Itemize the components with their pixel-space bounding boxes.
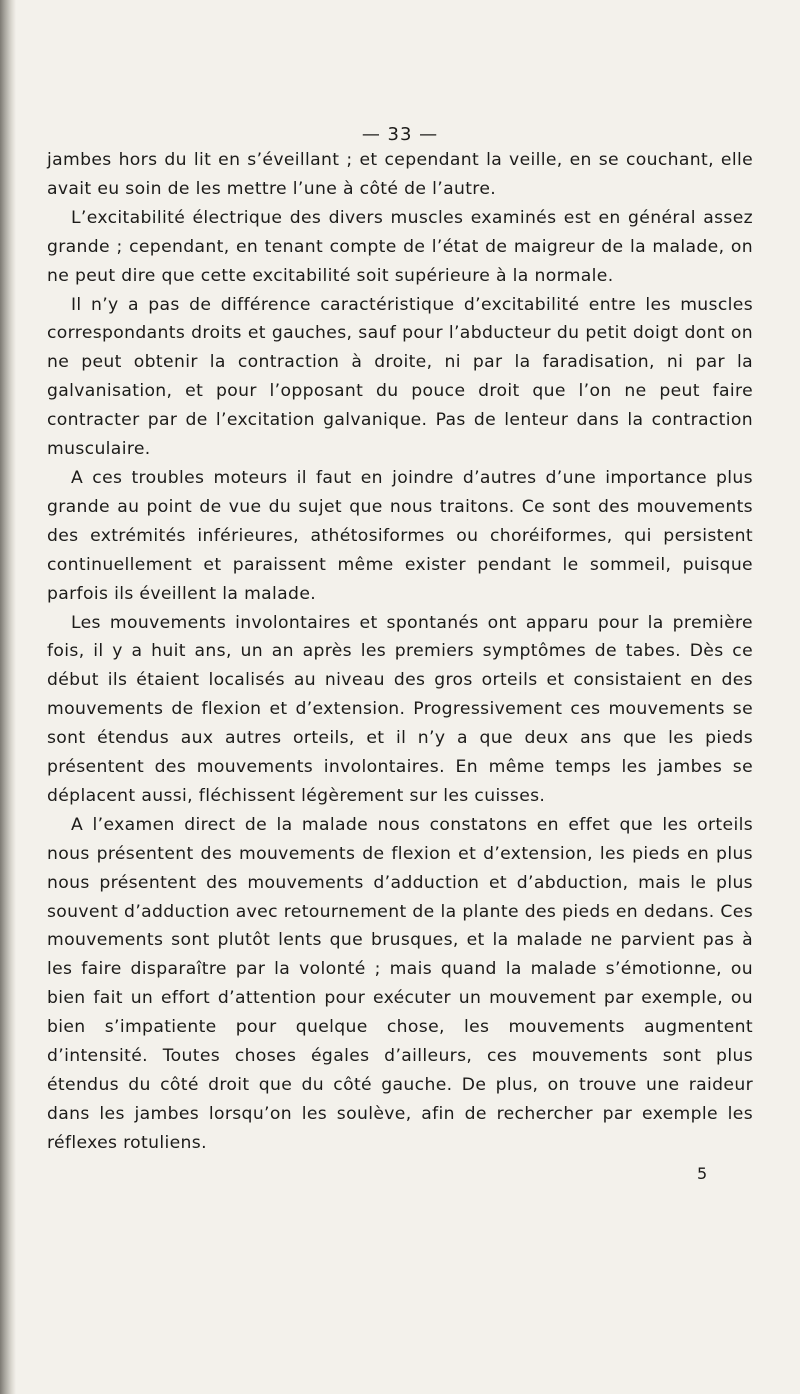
- paragraph-continuation: jambes hors du lit en s’éveillant ; et cependant la veille, en se couchant, elle avait eu soin de les mettre l’une à côté de l’autre.: [47, 150, 753, 199]
- page-number: — 33 —: [361, 124, 439, 145]
- signature-mark: 5: [697, 1164, 708, 1183]
- paragraph-muscle-difference: Il n’y a pas de différence caractéristique d’excitabilité entre les muscles correspondants droits et gauches, sauf pour l’abducteur du petit doigt dont on ne peut obtenir la contraction à droite, ni par la faradisation, ni par la galvanisation, et pour l’opposant du pouce droit que l’on ne peut faire contracter par de l’excitation galvanique. Pas de lenteur dans la contraction musculaire.: [47, 294, 753, 460]
- paragraph-direct-examination: A l’examen direct de la malade nous constatons en effet que les orteils nous présentent des mouvements de flexion et d’extension, les pieds en plus nous présentent des mouvements d’adduction et d’abduction, mais le plus souvent d’adduction avec retournement de la plante des pieds en dedans. Ces mouvements sont plutôt lents que brusques, et la malade ne parvient pas à les faire disparaître par la volonté ; mais quand la malade s’émotionne, ou bien fait un effort d’attention pour exécuter un mouvement par exemple, ou bien s’impatiente pour quelque chose, les mouvements augmentent d’intensité. Toutes choses égales d’ailleurs, ces mouvements sont plus étendus du côté droit que du côté gauche. De plus, on trouve une raideur dans les jambes lorsqu’on les soulève, afin de rechercher par exemple les réflexes rotuliens.: [47, 814, 753, 1153]
- body-text: [47, 146, 753, 1158]
- paragraph-motor-troubles: A ces troubles moteurs il faut en joindre d’autres d’une importance plus grande au point de vue du sujet que nous traitons. Ce sont des mouvements des extrémités inférieures, athétosiformes ou choréiformes, qui persistent continuellement et paraissent même exister pendant le sommeil, puisque parfois ils éveillent la malade.: [47, 467, 753, 604]
- paragraph-excitability: L’excitabilité électrique des divers muscles examinés est en général assez grande ; cependant, en tenant compte de l’état de maigreur de la malade, on ne peut dire que cette excitabilité soit supérieure à la normale.: [47, 207, 753, 286]
- paragraph-involuntary-movements: Les mouvements involontaires et spontanés ont apparu pour la première fois, il y a huit ans, un an après les premiers symptômes de tabes. Dès ce début ils étaient localisés au niveau des gros orteils et consistaient en des mouvements de flexion et d’extension. Progressivement ces mouvements se sont étendus aux autres orteils, et il n’y a que deux ans que les pieds présentent des mouvements involontaires. En même temps les jambes se déplacent aussi, fléchissent légèrement sur les cuisses.: [47, 612, 753, 806]
- binding-edge: [0, 0, 16, 1394]
